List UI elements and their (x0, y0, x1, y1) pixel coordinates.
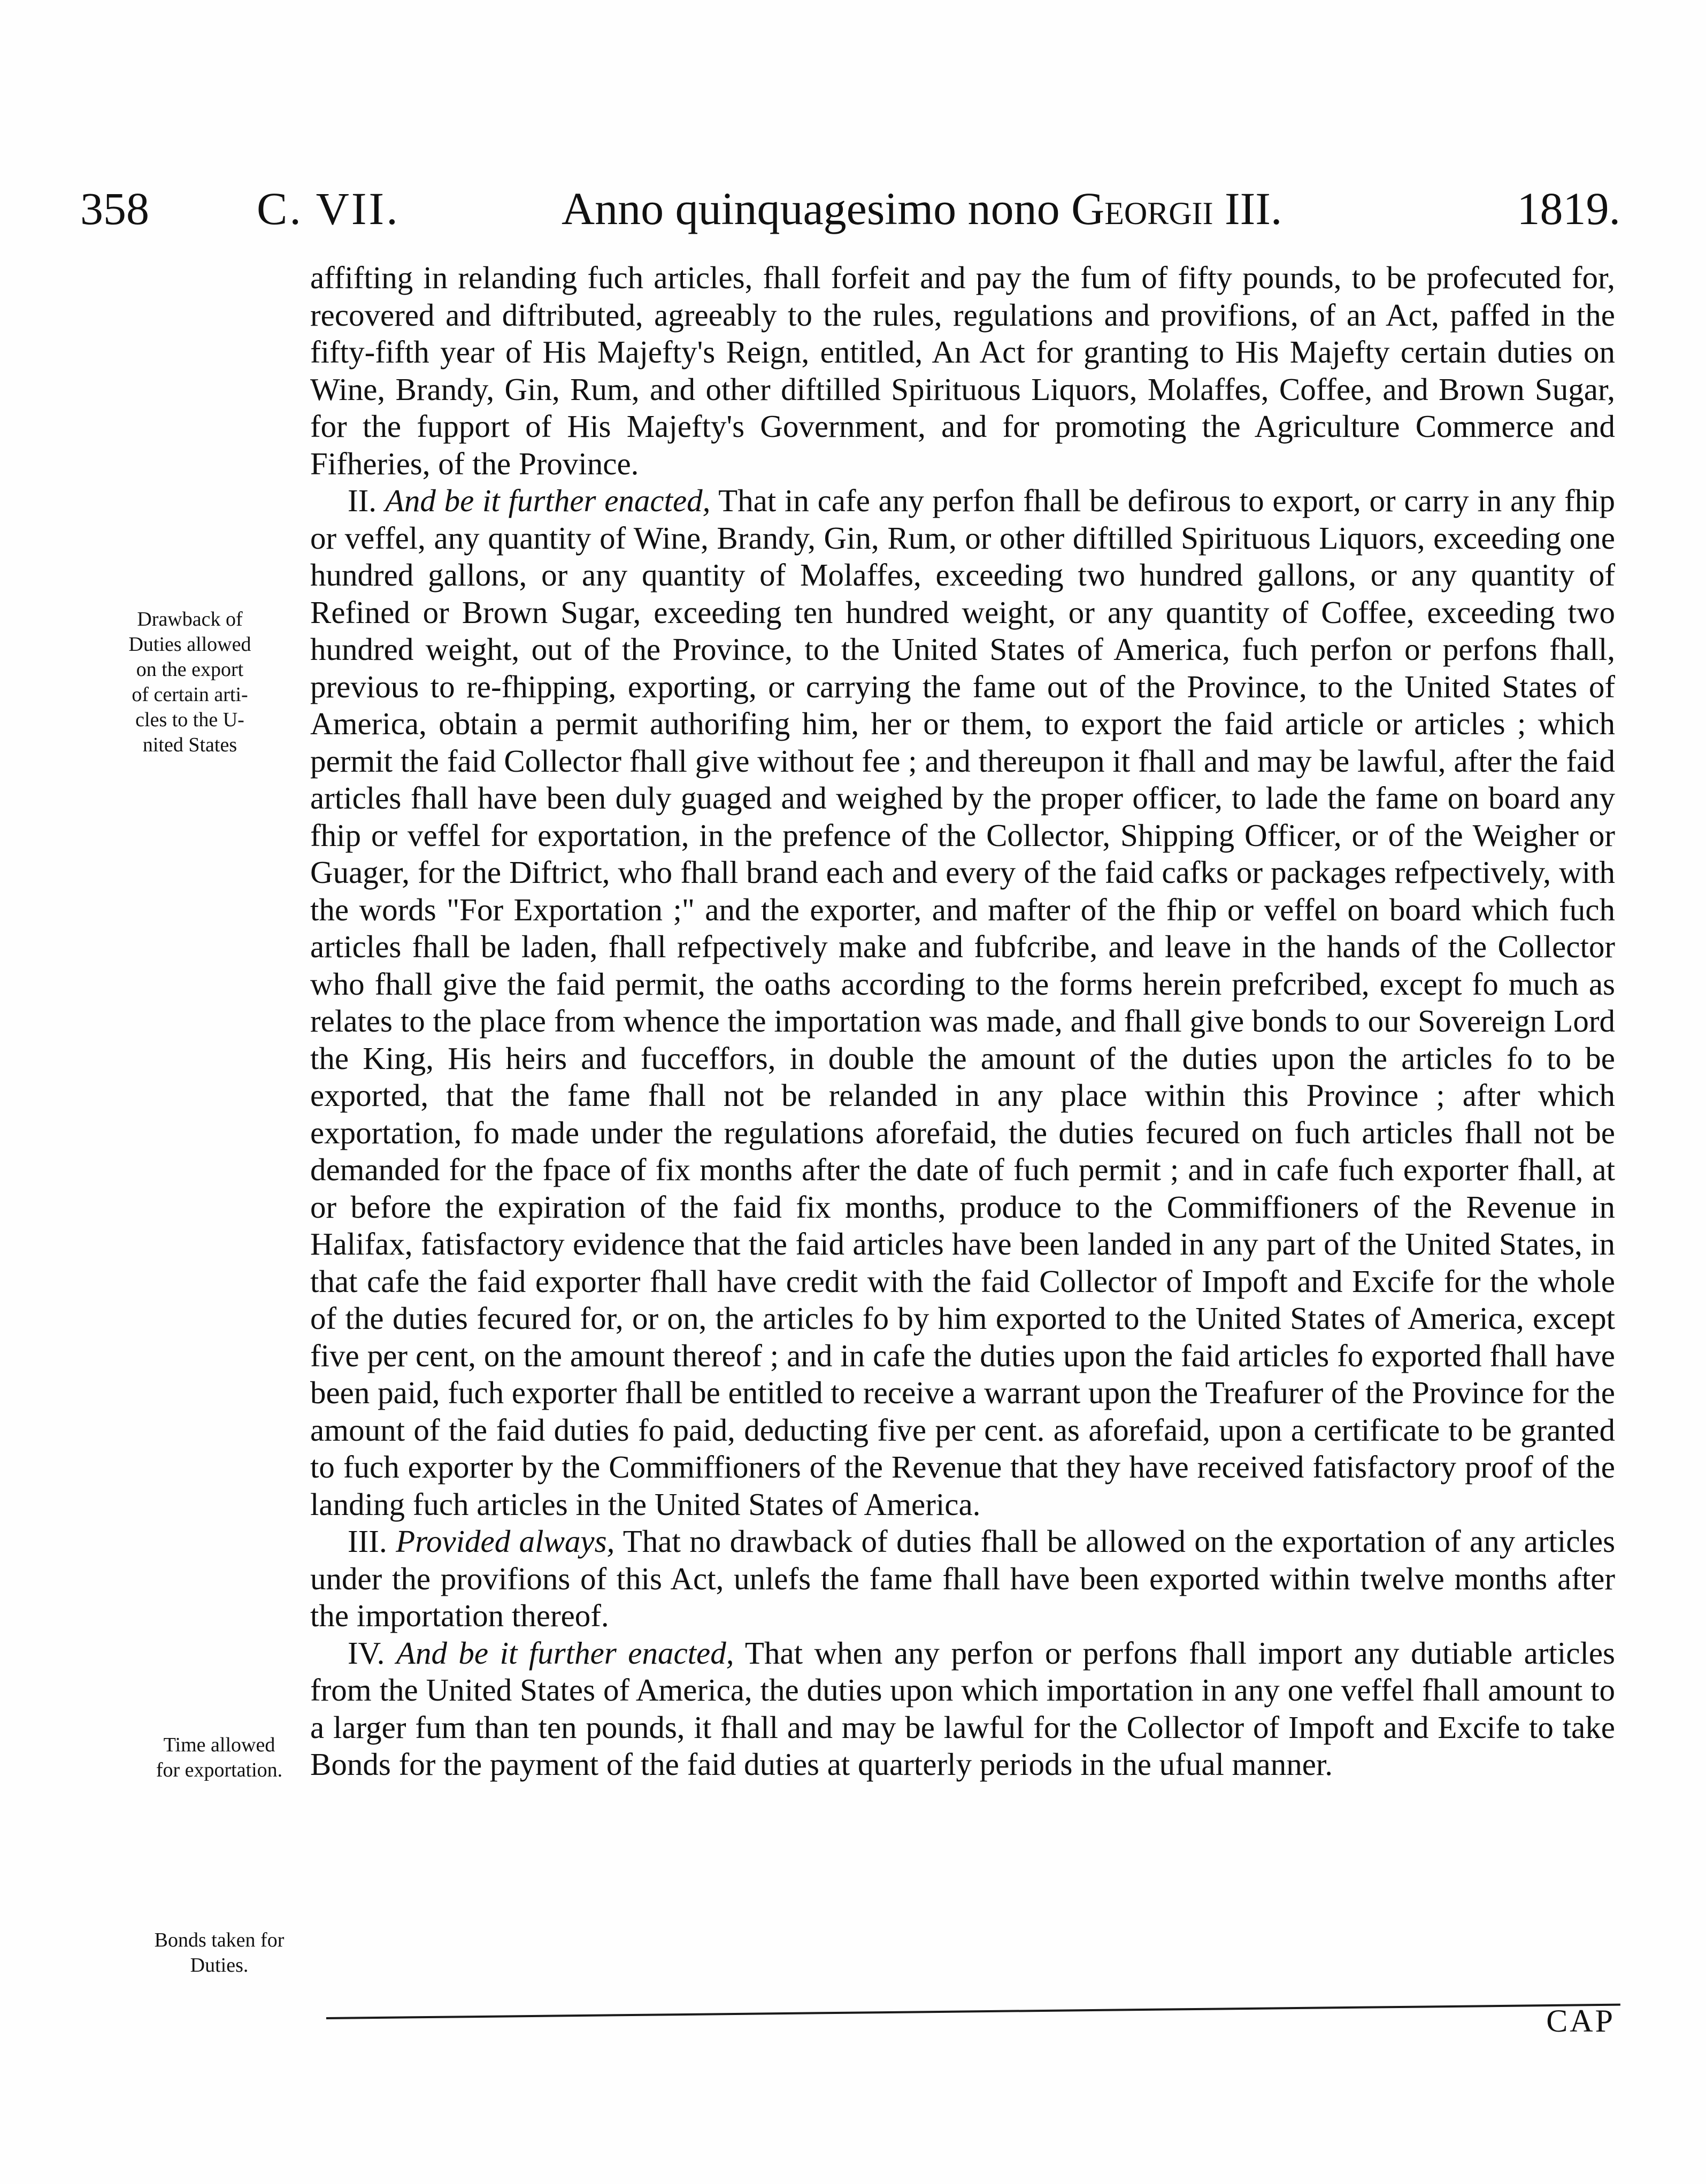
margin-note-drawback: Drawback of Duties allowed on the export of certain arti- cles to the U- nited States (128, 608, 251, 756)
running-header (80, 176, 1620, 257)
paragraph-continuation: affifting in relanding fuch articles, fhall forfeit and pay the fum of fifty pounds, to be profecuted for, recovered and diftributed, agreeably to the rules, regulations and provifions, of an Act, paffed in the fifty-fifth year of His Majefty's Reign, entitled, An Act for granting to His Majefty certain duties on Wine, Brandy, Gin, Rum, and other diftilled Spirituous Liquors, Molaffes, Coffee, and Brown Sugar, for the fupport of His Majefty's Government, and for promoting the Agriculture Commerce and Fifheries, of the Province. (310, 260, 1615, 481)
section-lead: Provided always, (396, 1524, 615, 1559)
section-text: That when any perfon or perfons fhall import any dutiable articles from the United States of America, the duties upon which importation in any one veffel fhall amount to a larger fum than ten pounds, it fhall and may be lawful for the Collector of Impoft and Excife to take Bonds for the payment of the faid duties at quarterly periods in the ufual manner. (310, 1635, 1616, 1782)
body-text (310, 259, 1615, 1783)
title-prefix: Anno quinquagesimo nono (562, 183, 1060, 234)
section-iii (310, 1523, 1615, 1635)
section-number: IV. (348, 1635, 385, 1671)
section-number: II. (348, 483, 377, 518)
section-lead: And be it further enacted, (385, 483, 711, 518)
section-iv (310, 1635, 1615, 1783)
section-text: That no drawback of duties fhall be allowed on the exportation of any articles under the provifions of this Act, unlefs the fame fhall have been exported within twelve months after the importation thereof. (310, 1524, 1616, 1633)
chapter-number: C. VII. (257, 183, 400, 234)
year: 1819. (1517, 183, 1620, 234)
running-title (562, 176, 1282, 241)
catchword: CAP (1546, 2003, 1615, 2039)
margin-note-time-allowed: Time allowed for exportation. (156, 1734, 283, 1781)
footer-rule (326, 2004, 1620, 2019)
section-lead: And be it further enacted, (396, 1635, 734, 1671)
title-king: Georgii (1071, 183, 1213, 234)
section-number: III. (348, 1524, 387, 1559)
section-ii (310, 482, 1615, 1523)
section-text: That in cafe any perfon fhall be defirous to export, or carry in any fhip or veffel, any quantity of Wine, Brandy, Gin, Rum, or other diftilled Spirituous Liquors, exceeding one hundred gallons, or any quantity of Molaffes, exceeding two hundred gallons, or any quantity of Refined or Brown Sugar, exceeding ten hundred weight, or any quantity of Coffee, exceeding two hundred weight, out of the Province, to the United States of America, fuch perfon or perfons fhall, previous to re-fhipping, exporting, or carrying the fame out of the Province, to the United States of America, obtain a permit authorifing him, her or them, to export the faid article or articles ; which permit the faid Collector fhall give without fee ; and thereupon it fhall and may be lawful, after the faid articles fhall have been duly guaged and weighed by the proper officer, to lade the fame on board any fhip or veffel for exportation, in the prefence of the Collector, Shipping Officer, or of the Weigher or Guager, for the Diftrict, who fhall brand each and every of the faid cafks or packages refpectively, with the words "For Exportation ;" and the exporter, and mafter of the fhip or veffel on board which fuch articles fhall be laden, fhall refpectively make and fubfcribe, and leave in the hands of the Collector who fhall give the faid permit, the oaths according to the forms herein prefcribed, except fo much as relates to the place from whence the importation was made, and fhall give bonds to our Sovereign Lord the King, His heirs and fucceffors, in double the amount of the duties upon the articles fo to be exported, that the fame fhall not be relanded in any place within this Province ; after which exportation, fo made under the regulations aforefaid, the duties fecured on fuch articles fhall not be demanded for the fpace of fix months after the date of fuch permit ; and in cafe fuch exporter fhall, at or before the expiration of the faid fix months, produce to the Commiffioners of the Revenue in Halifax, fatisfactory evidence that the faid articles have been landed in any part of the United States, in that cafe the faid exporter fhall have credit with the faid Collector of Impoft and Excife for the whole of the duties fecured for, or on, the articles fo by him exported to the United States of America, except five per cent, on the amount thereof ; and in cafe the duties upon the faid articles fo exported fhall have been paid, fuch exporter fhall be entitled to receive a warrant upon the Treafurer of the Province for the amount of the faid duties fo paid, deducting five per cent. as aforefaid, upon a certificate to be granted to fuch exporter by the Commiffioners of the Revenue that they have received fatisfactory proof of the landing fuch articles in the United States of America. (310, 483, 1616, 1522)
title-numeral: III. (1225, 183, 1282, 234)
margin-note-bonds: Bonds taken for Duties. (154, 1929, 285, 1977)
page-number: 358 (80, 183, 149, 234)
